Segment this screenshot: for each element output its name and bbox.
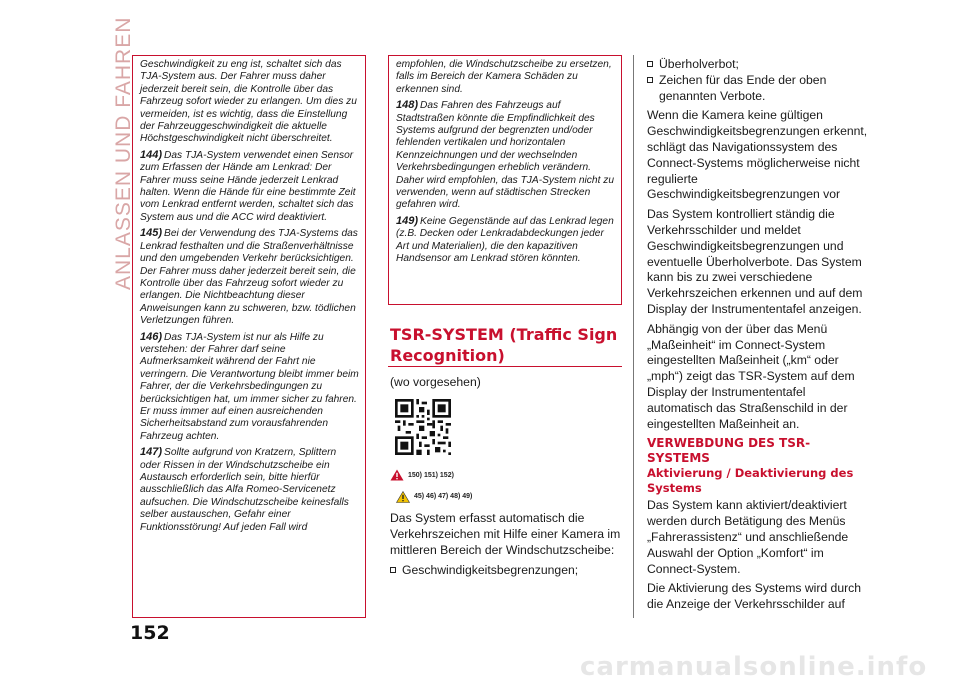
warning-note-146: 146) Das TJA-System ist nur als Hilfe zu verstehen: der Fahrer darf seine Aufmerksamkeit während der Fahrt nie verringern. Die Verantwortung bleibt immer beim Fahrer, der die Verkehrsbedingungen zu berücksichtigen hat, um immer sicher zu fahren. Er muss immer auf einen ausreichenden Sicherheitsabstand zum vorausfahrenden Fahrzeug achten. [140,330,359,442]
warning-note-148: 148) Das Fahren des Fahrzeugs auf Stadtstraßen könnte die Empfindlichkeit des Systems aufgrund der begrenzten und/oder fehlenden vertikalen und horizontalen Kennzeichnungen und der wechselnden Verkehrsbedingungen erheblich verändern. Daher wird empfohlen, das TJA-System nicht zu verwenden, wenn auf städtischen Strecken gefahren wird. [396,99,614,211]
right-column [647,57,873,617]
warning-triangle-yellow-icon [396,491,410,503]
bullet-square-icon [647,77,653,83]
watermark: carmanualsonline.info [580,652,928,682]
bullet-no-overtaking: Überholverbot; [647,57,873,73]
section-title-rule [388,366,622,367]
warning-note-144: 144) Das TJA-System verwendet einen Sensor zum Erfassen der Hände am Lenkrad: Der Fahrer muss seine Hände jederzeit Lenkrad halten. Wenn die Hände für eine bestimmte Zeit vom Lenkrad entfernt werden, schaltet sich das System aus und die ACC wird deaktiviert. [140,148,356,223]
body-paragraph: Die Aktivierung des Systems wird durch die Anzeige der Verkehrsschilder auf [647,581,862,612]
warning-note-149: 149) Keine Gegenstände auf das Lenkrad legen (z.B. Decken oder Lenkradabdeckungen jeder Art und Materialien), die den kapazitiven Handsensor am Lenkrad stören könnten. [396,214,614,265]
warning-box-left [132,55,366,618]
bullet-square-icon [390,567,396,573]
bullet-square-icon [647,61,653,67]
warning-continued-text: empfohlen, die Windschutzscheibe zu ersetzen, falls im Bereich der Kamera Schäden zu erkennen sind. [396,59,612,95]
warning-continued-text: Geschwindigkeit zu eng ist, schaltet sich das TJA-System aus. Der Fahrer muss daher jederzeit bereit sein, die Kontrolle über das Fahrzeug sofort wieder zu erlangen. Um dies zu vermeiden, ist es wichtig, dass die Einstellung der Fahrzeuggeschwindigkeit die aktuelle Höchstgeschwindigkeit nicht überschreitet. [140,59,357,145]
body-paragraph: Das System kann aktiviert/deaktiviert werden durch Betätigung des Menüs „Fahrerassistenz“ und anschließende Auswahl der Option „Komfort“ im Connect-System. [647,498,849,576]
column-divider [633,55,634,618]
body-paragraph: Wenn die Kamera keine gültigen Geschwindigkeitsbegrenzungen erkennt, schlägt das Navigationssystem des Connect-Systems möglicherweise nicht regulierte Geschwindigkeitsbegrenzungen vor [647,108,868,202]
page-number: 152 [130,622,170,644]
warning-box-middle [388,55,622,305]
warning-triangle-red-icon [390,469,404,481]
middle-column [390,375,622,578]
section-title: TSR-SYSTEM (Traffic Sign Recognition) [390,325,618,365]
warning-note-147: 147) Sollte aufgrund von Kratzern, Splittern oder Rissen in der Windschutzscheibe ein Austausch erforderlich sein, bitte hierfür ausschließlich das Alfa Romeo-Servicenetz aufsuchen. Die Windschutzscheibe keinesfalls selber austauschen, Gefahr einer Funktionsstörung! Auf jeden Fall wird [140,446,349,533]
body-paragraph: Abhängig von der über das Menü „Maßeinheit“ im Connect-System eingestellten Maßeinheit („km“ oder „mph“) zeigt das TSR-System auf dem Display der Instrumententafel automatisch das Straßenschild in der eingestellten Maßeinheit an. [647,321,855,431]
body-paragraph: Das System erfasst automatisch die Verkehrszeichen mit Hilfe einer Kamera im mittleren Bereich der Windschutzscheibe: [390,511,621,557]
subsection-heading: VERWEBDUNG DES TSR-SYSTEMS [647,436,811,466]
qr-code-icon [395,399,451,455]
warning-note-145: 145) Bei der Verwendung des TJA-Systems das Lenkrad festhalten und die Straßenverhältnisse und den umgebenden Verkehr berücksichtigen. Der Fahrer muss daher jederzeit bereit sein, die Kontrolle über das Fahrzeug sofort wieder zu erlangen. Die Nichtbeachtung dieser Anweisungen kann zu schweren, bzw. tödlichen Verletzungen führen. [140,227,358,327]
optional-note: (wo vorgesehen) [390,375,481,389]
subsection-subheading: Aktivierung / Deaktivierung des Systems [647,466,854,496]
bullet-speed-limits: Geschwindigkeitsbegrenzungen; [390,563,622,579]
warning-reference-yellow: 45) 46) 47) 48) 49) [396,489,622,505]
bullet-end-signs: Zeichen für das Ende der oben genannten Verbote. [647,73,873,105]
chapter-side-title: ANLASSEN UND FAHREN [112,16,135,290]
warning-reference-red: 150) 151) 152) [390,468,622,484]
body-paragraph: Das System kontrolliert ständig die Verkehrsschilder und meldet Geschwindigkeitsbegrenzungen und eventuelle Überholverbote. Das System kann bis zu zwei verschiedene Verkehrszeichen erkennen und auf dem Display der Instrumententafel anzeigen. [647,207,863,316]
